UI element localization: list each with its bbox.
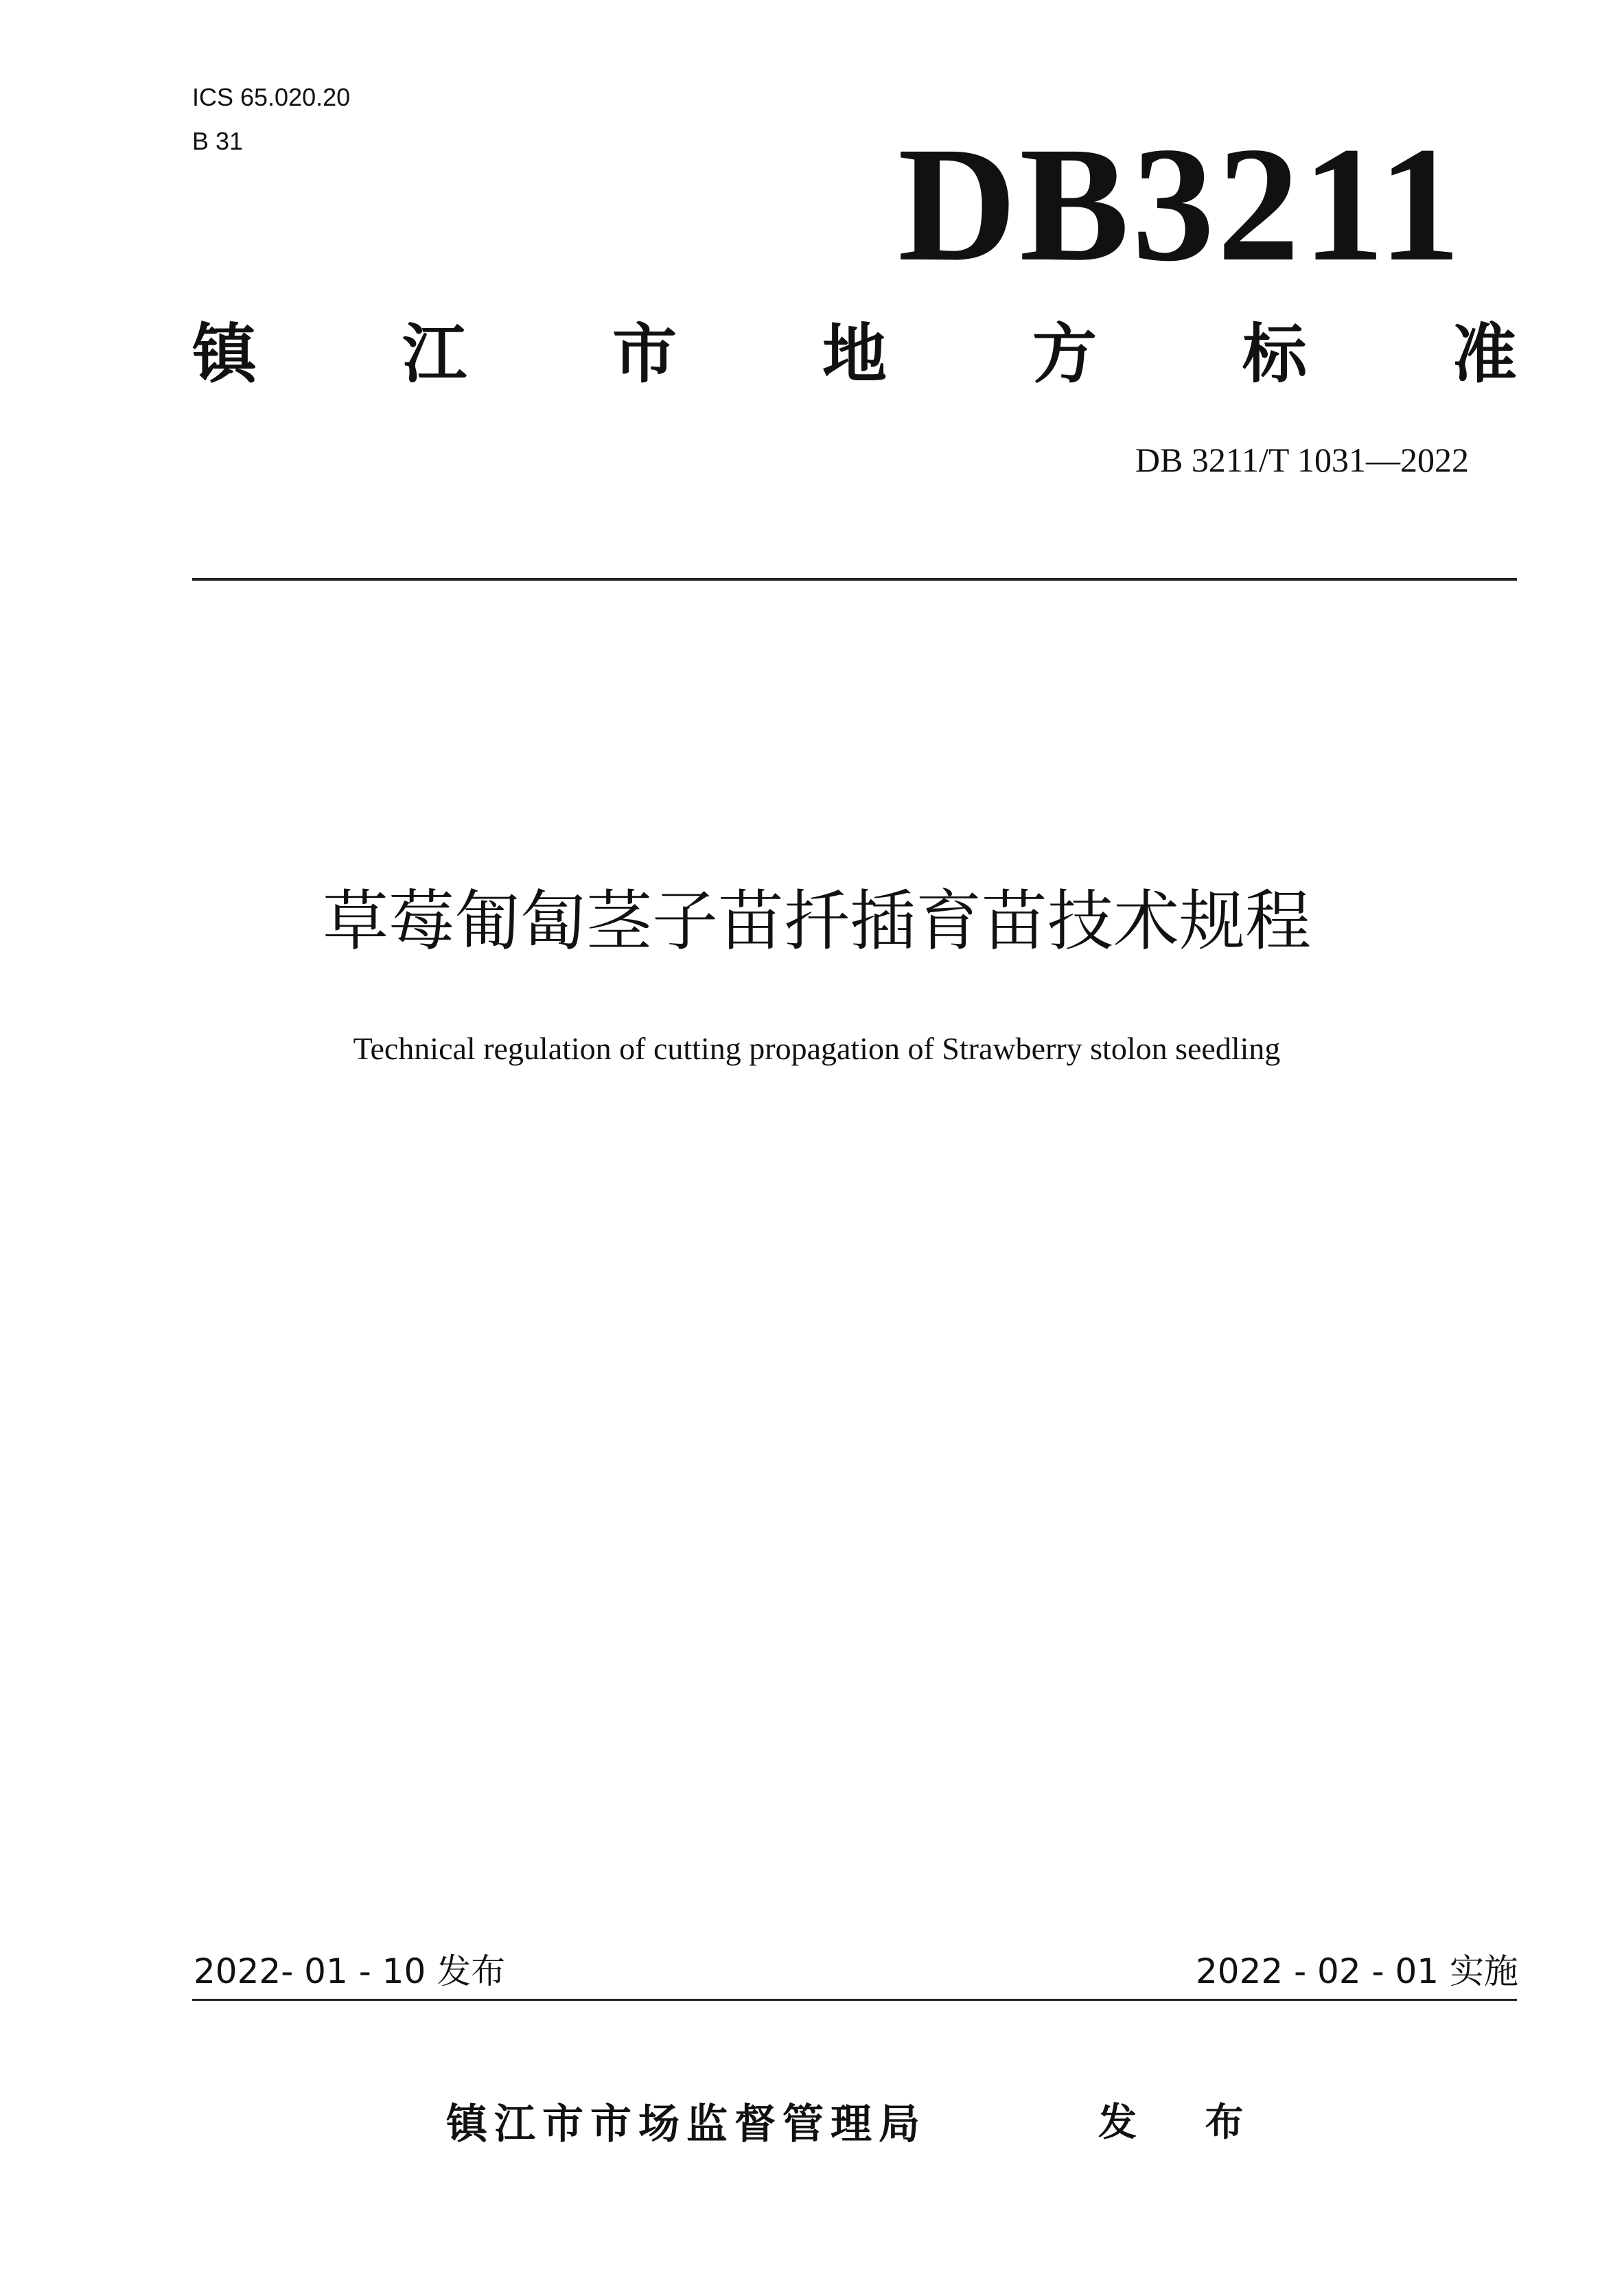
standard-type-char: 地 bbox=[822, 317, 887, 392]
standard-type-char: 江 bbox=[402, 317, 467, 392]
standard-type-char: 方 bbox=[1032, 317, 1097, 392]
issuing-authority: 镇江市市场监督管理局 bbox=[446, 2100, 927, 2148]
standard-type-heading bbox=[192, 317, 1517, 393]
issue-label: 发 布 bbox=[1098, 2100, 1271, 2145]
standard-type-char: 标 bbox=[1242, 317, 1307, 392]
publish-date: 2022- 01 - 10 发布 bbox=[194, 1951, 506, 1991]
standard-type-char: 准 bbox=[1452, 317, 1517, 392]
title-english: Technical regulation of cutting propagation of Strawberry stolon seedling bbox=[353, 1031, 1281, 1066]
title-chinese: 草莓匍匐茎子苗扦插育苗技术规程 bbox=[323, 883, 1311, 960]
ccs-code: B 31 bbox=[192, 127, 244, 155]
standard-number: DB 3211/T 1031—2022 bbox=[1135, 441, 1469, 479]
standard-type-char: 镇 bbox=[192, 317, 257, 392]
top-divider bbox=[192, 578, 1517, 581]
ics-code: ICS 65.020.20 bbox=[192, 83, 351, 111]
bottom-divider bbox=[192, 1999, 1517, 2001]
implement-date: 2022 - 02 - 01 实施 bbox=[1195, 1951, 1518, 1991]
standard-type-char: 市 bbox=[612, 317, 677, 392]
standard-logo-code: DB3211 bbox=[897, 113, 1464, 295]
